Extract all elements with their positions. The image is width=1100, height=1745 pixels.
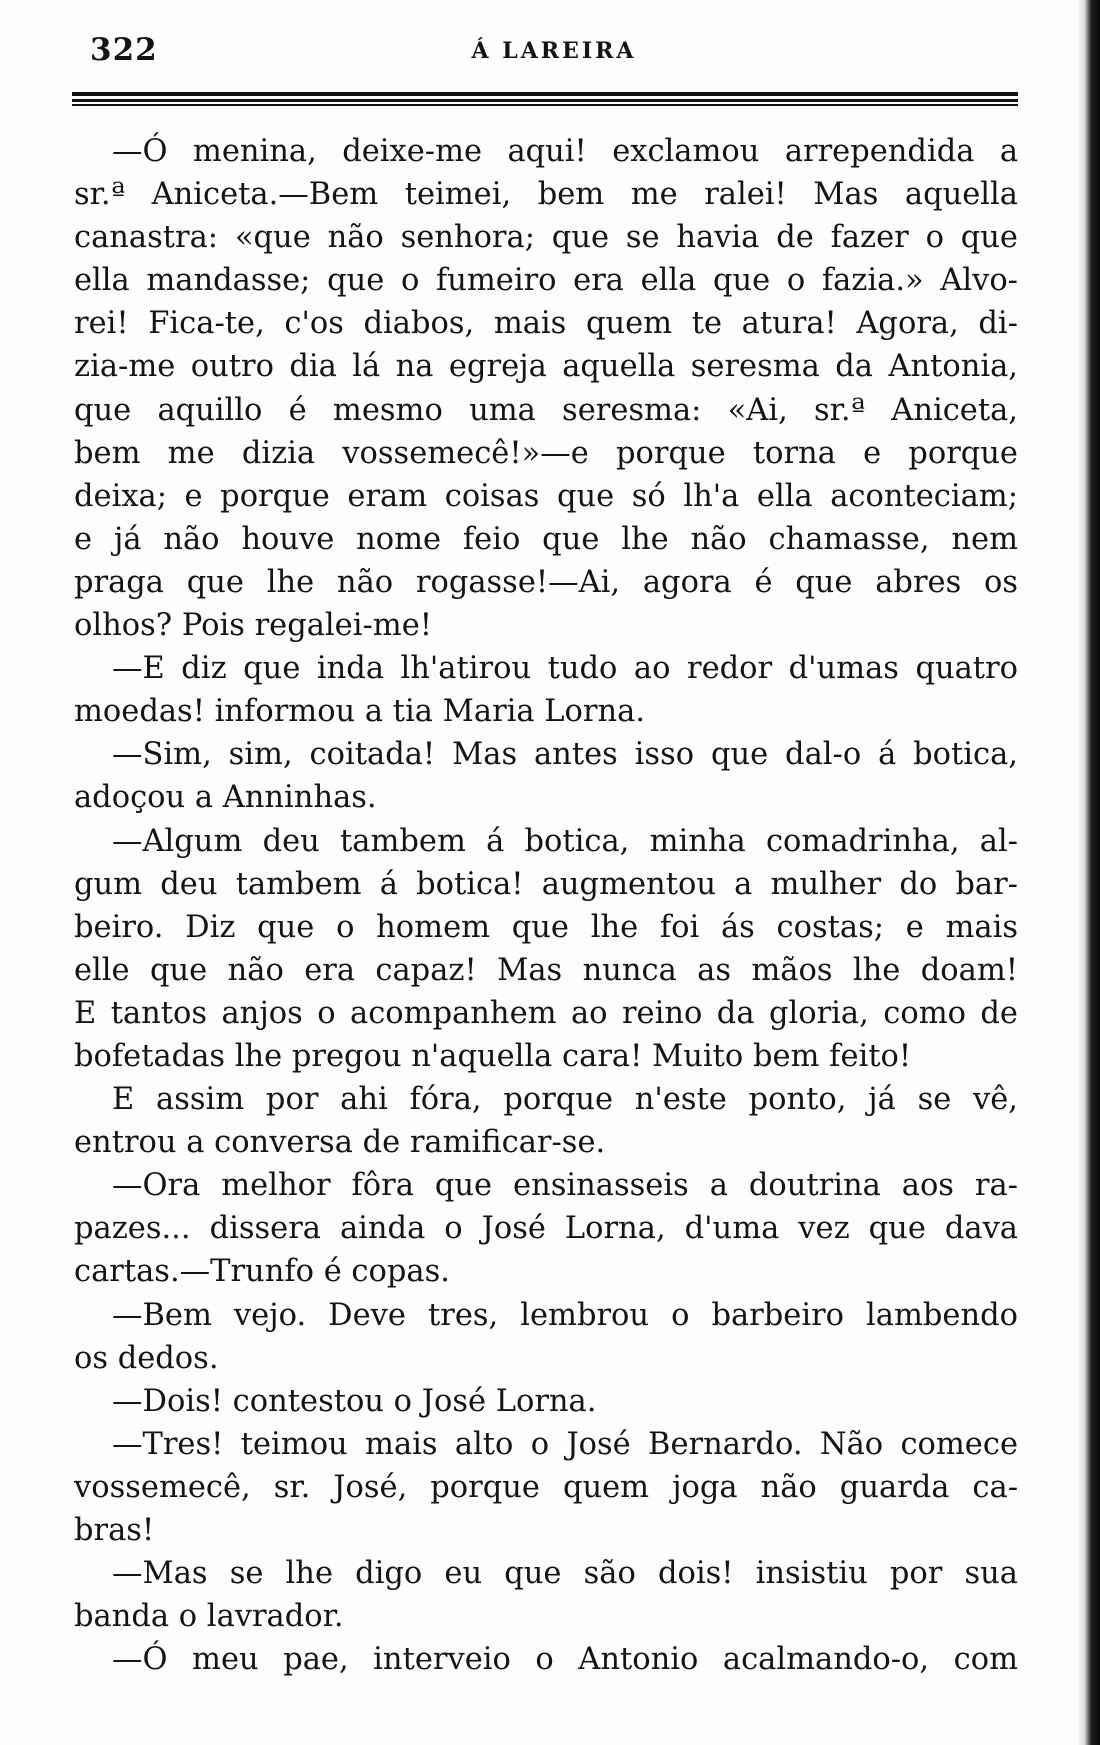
text-line: e já não houve nome feio que lhe não chamasse, nem [74,521,1018,557]
text-line: bem me dizia vossemecê!»—e porque torna e porque [74,435,1018,471]
header-rule [72,104,1018,106]
text-line: adoçou a Anninhas. [74,780,377,816]
text-line: moedas! informou a tia Maria Lorna. [74,694,646,730]
text-line: E tantos anjos o acompanhem ao reino da gloria, como de [74,995,1018,1031]
text-line: cartas.—Trunfo é copas. [74,1254,450,1290]
text-line: beiro. Diz que o homem que lhe foi ás costas; e mais [74,909,1018,945]
text-line: entrou a conversa de ramificar-se. [74,1125,606,1161]
text-line: ella mandasse; que o fumeiro era ella que o fazia.» Alvo- [74,263,1018,299]
text-line: —Sim, sim, coitada! Mas antes isso que dal-o á botica, [112,737,1018,773]
text-line: —Ora melhor fôra que ensinasseis a doutrina aos ra- [112,1168,1018,1204]
running-title: Á LAREIRA [471,38,637,64]
page-edge-shadow [1078,0,1100,1745]
text-line: canastra: «que não senhora; que se havia de fazer o que [74,220,1018,256]
text-line: deixa; e porque eram coisas que só lh'a ella aconteciam; [74,478,1018,514]
text-line: elle que não era capaz! Mas nunca as mãos lhe doam! [74,952,1018,988]
header-rule [72,99,1018,102]
text-line: gum deu tambem á botica! augmentou a mulher do bar- [74,866,1018,902]
text-line: que aquillo é mesmo uma seresma: «Ai, sr.ª Aniceta, [74,392,1018,428]
text-body [74,130,1018,1681]
text-line: olhos? Pois regalei-me! [74,608,433,644]
text-line: bofetadas lhe pregou n'aquella cara! Muito bem feito! [74,1038,912,1074]
text-line: —Bem vejo. Deve tres, lembrou o barbeiro lambendo [112,1297,1018,1333]
text-line: rei! Fica-te, c'os diabos, mais quem te atura! Agora, di- [74,306,1018,342]
text-line: os dedos. [74,1340,219,1376]
text-line: vossemecê, sr. José, porque quem joga não guarda ca- [74,1469,1018,1505]
header-rule [72,92,1018,96]
text-line: —E diz que inda lh'atirou tudo ao redor d'umas quatro [112,651,1018,687]
text-line: E assim por ahi fóra, porque n'este ponto, já se vê, [112,1082,1018,1118]
text-line: —Tres! teimou mais alto o José Bernardo. Não comece [112,1426,1018,1462]
text-line: pazes... dissera ainda o José Lorna, d'uma vez que dava [74,1211,1018,1247]
text-line: praga que lhe não rogasse!—Ai, agora é que abres os [74,564,1018,600]
text-line: —Ó meu pae, interveio o Antonio acalmando-o, com [112,1642,1018,1678]
text-line: —Dois! contestou o José Lorna. [112,1383,597,1419]
text-line: banda o lavrador. [74,1599,344,1635]
page-number: 322 [90,32,158,68]
text-line: sr.ª Aniceta.—Bem teimei, bem me ralei! Mas aquella [74,177,1018,213]
text-line: —Algum deu tambem á botica, minha comadrinha, al- [112,823,1018,859]
text-line: bras! [74,1513,155,1548]
text-line: —Ó menina, deixe-me aqui! exclamou arrependida a [112,134,1018,169]
text-line: —Mas se lhe digo eu que são dois! insistiu por sua [112,1556,1018,1592]
page-header [90,32,1018,72]
text-line: zia-me outro dia lá na egreja aquella seresma da Antonia, [74,349,1018,385]
